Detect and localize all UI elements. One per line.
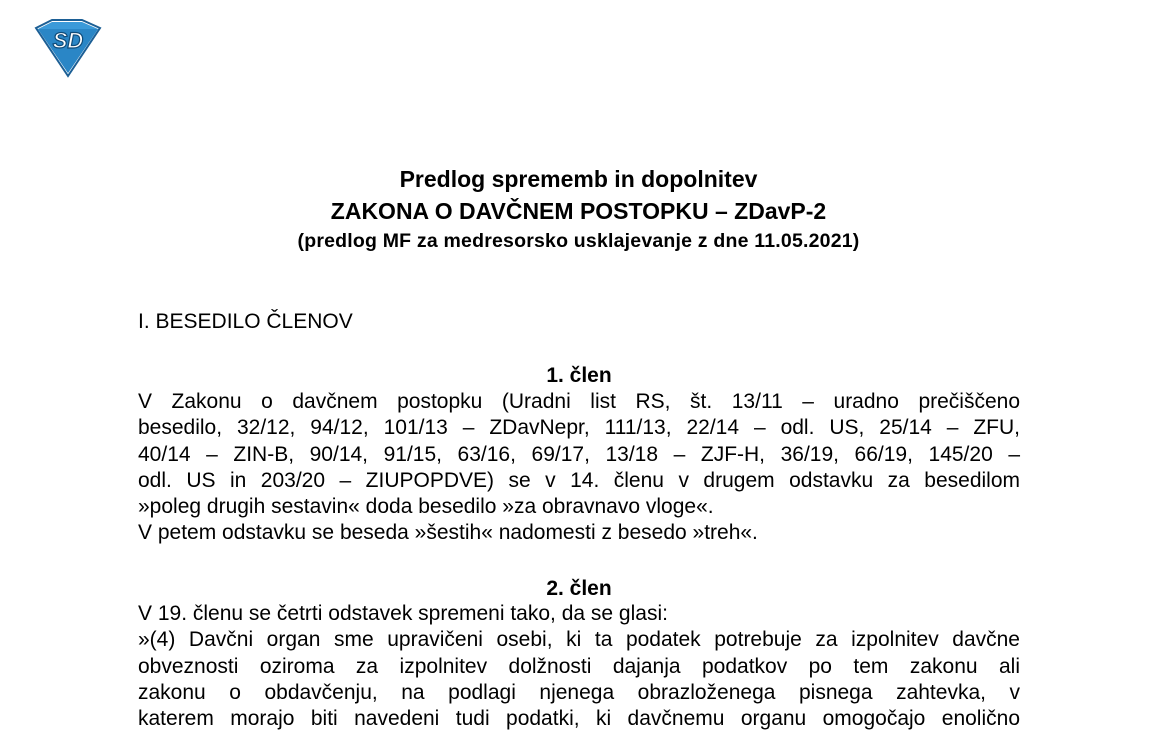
text-line: besedilo, 32/12, 94/12, 101/13 – ZDavNepr, 111/13, 22/14 – odl. US, 25/14 – ZFU, bbox=[138, 416, 1020, 440]
article-2-intro: V 19. členu se četrti odstavek spremeni tako, da se glasi: bbox=[138, 602, 668, 625]
text-line: »(4) Davčni organ sme upravičeni osebi, ki ta podatek potrebuje za izpolnitev davčne bbox=[138, 628, 1020, 652]
document-title-line-2: ZAKONA O DAVČNEM POSTOPKU – ZDavP-2 bbox=[330, 198, 827, 224]
section-heading: I. BESEDILO ČLENOV bbox=[138, 310, 353, 333]
document-subtitle: (predlog MF za medresorsko usklajevanje z dne 11.05.2021) bbox=[297, 230, 860, 252]
text-line: katerem morajo biti navedeni tudi podatki, ki davčnemu organu omogočajo enolično bbox=[138, 707, 1020, 731]
text-line: V Zakonu o davčnem postopku (Uradni list RS, št. 13/11 – uradno prečiščeno bbox=[138, 390, 1020, 413]
text-line: zakonu o obdavčenju, na podlagi njenega obrazloženega pisnega zahtevka, v bbox=[138, 680, 1020, 704]
text-line: 40/14 – ZIN-B, 90/14, 91/15, 63/16, 69/17, 13/18 – ZJF-H, 36/19, 66/19, 145/20 – bbox=[138, 442, 1020, 466]
sd-diamond-logo-icon bbox=[30, 18, 104, 78]
document-title-line-1: Predlog sprememb in dopolnitev bbox=[399, 166, 758, 192]
article-1-paragraph-1 bbox=[138, 389, 1020, 547]
text-line: »poleg drugih sestavin« doda besedilo »za obravnavo vloge«. bbox=[138, 495, 714, 519]
text-line: obveznosti oziroma za izpolnitev dolžnosti dajanja podatkov po tem zakonu ali bbox=[138, 654, 1020, 678]
svg-text:SD: SD bbox=[52, 28, 84, 53]
article-2-heading: 2. člen bbox=[546, 577, 612, 600]
article-1-paragraph-2: V petem odstavku se beseda »šestih« nadomesti z besedo »treh«. bbox=[138, 521, 758, 545]
article-1-heading: 1. člen bbox=[546, 364, 612, 387]
text-line: odl. US in 203/20 – ZIUPOPDVE) se v 14. členu v drugem odstavku za besedilom bbox=[138, 468, 1020, 492]
article-2-paragraph bbox=[138, 601, 1020, 732]
